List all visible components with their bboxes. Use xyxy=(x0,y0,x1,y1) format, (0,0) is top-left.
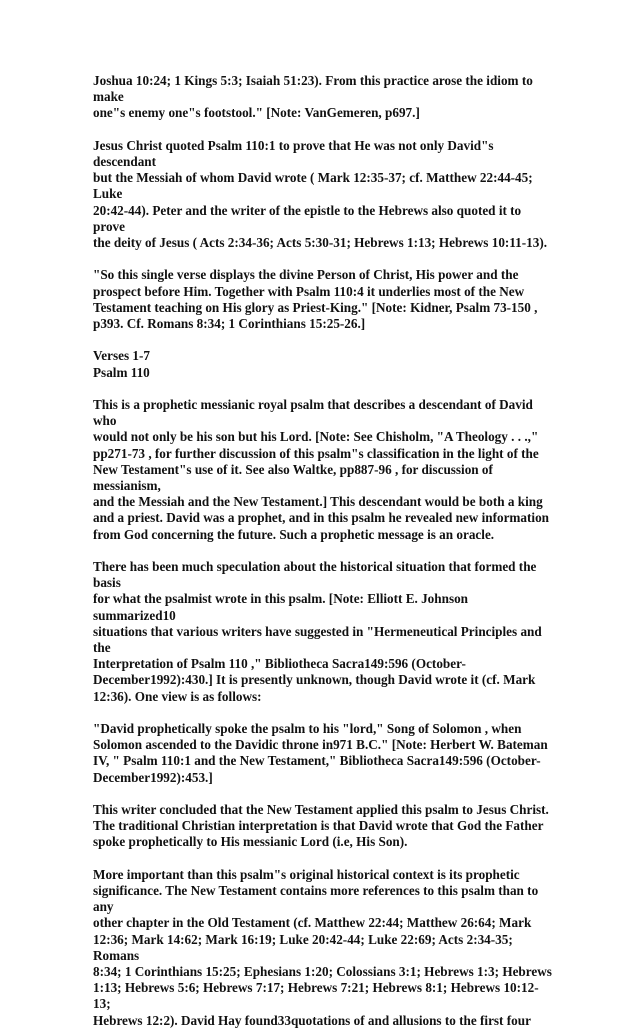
paragraph-writer-conclusion: This writer concluded that the New Testament applied this psalm to Jesus Christ. The traditional Christian interpretation is that David wrote that God the Father spoke prophetically to His messianic Lord (i.e, His Son). xyxy=(93,802,549,850)
paragraph-prophetic-psalm: This is a prophetic messianic royal psalm that describes a descendant of David who would not only be his son but his Lord. [Note: See Chisholm, "A Theology . . .," pp271-73 , for further discussion of this psalm"s classification in the light of the New Testament"s use of it. See also Waltke, pp887-96 , for discussion of messianism, and the Messiah and the New Testament.] This descendant would be both a king and a priest. David was a prophet, and in this psalm he revealed new information from God concerning the future. Such a prophetic message is an oracle. xyxy=(93,397,549,542)
paragraph-jesus-quoted: Jesus Christ quoted Psalm 110:1 to prove that He was not only David"s descendant but the Messiah of whom David wrote ( Mark 12:35-37; cf. Matthew 22:44-45; Luke 20:42-44). Peter and the writer of the epistle to the Hebrews also quoted it to prove the deity of Jesus ( Acts 2:34-36; Acts 5:30-31; Hebrews 1:13; Hebrews 10:11-13). xyxy=(93,137,548,251)
paragraph-kidner-quote: "So this single verse displays the divine Person of Christ, His power and the prospect before Him. Together with Psalm 110:4 it underlies most of the New Testament teaching on His glory as Priest-King." [Note: Kidner, Psalm 73-150 , p393. Cf. Romans 8:34; 1 Corinthians 15:25-26.] xyxy=(93,267,538,332)
document-page xyxy=(93,73,553,1029)
paragraph-bateman-quote: "David prophetically spoke the psalm to his "lord," Song of Solomon , when Solomon ascended to the Davidic throne in971 B.C." [Note: Herbert W. Bateman IV, " Psalm 110:1 and the New Testament," Bibliotheca Sacra149:596 (October- December1992):453.] xyxy=(93,721,548,785)
paragraph-footstool-idiom: Joshua 10:24; 1 Kings 5:3; Isaiah 51:23). From this practice arose the idiom to make one"s enemy one"s footstool." [Note: VanGemeren, p697.] xyxy=(93,73,533,121)
section-heading: Verses 1-7 Psalm 110 xyxy=(93,348,151,380)
paragraph-prophetic-significance: More important than this psalm"s original historical context is its prophetic significance. The New Testament contains more references to this psalm than to any other chapter in the Old Testament (cf. Matthew 22:44; Matthew 26:64; Mark 12:36; Mark 14:62; Mark 16:19; Luke 20:42-44; Luke 22:69; Acts 2:34-35; Romans 8:34; 1 Corinthians 15:25; Ephesians 1:20; Colossians 3:1; Hebrews 1:3; Hebrews 1:13; Hebrews 5:6; Hebrews 7:17; Hebrews 7:21; Hebrews 8:1; Hebrews 10:12-13; Hebrews 12:2). David Hay found33quotations of and allusions to the first four xyxy=(93,866,552,1028)
paragraph-historical-situation: There has been much speculation about the historical situation that formed the basis for what the psalmist wrote in this psalm. [Note: Elliott E. Johnson summarized10 situations that various writers have suggested in "Hermeneutical Principles and the Interpretation of Psalm 110 ," Bibliotheca Sacra149:596 (October- December1992):430.] It is presently unknown, though David wrote it (cf. Mark 12:36). One view is as follows: xyxy=(93,559,542,704)
